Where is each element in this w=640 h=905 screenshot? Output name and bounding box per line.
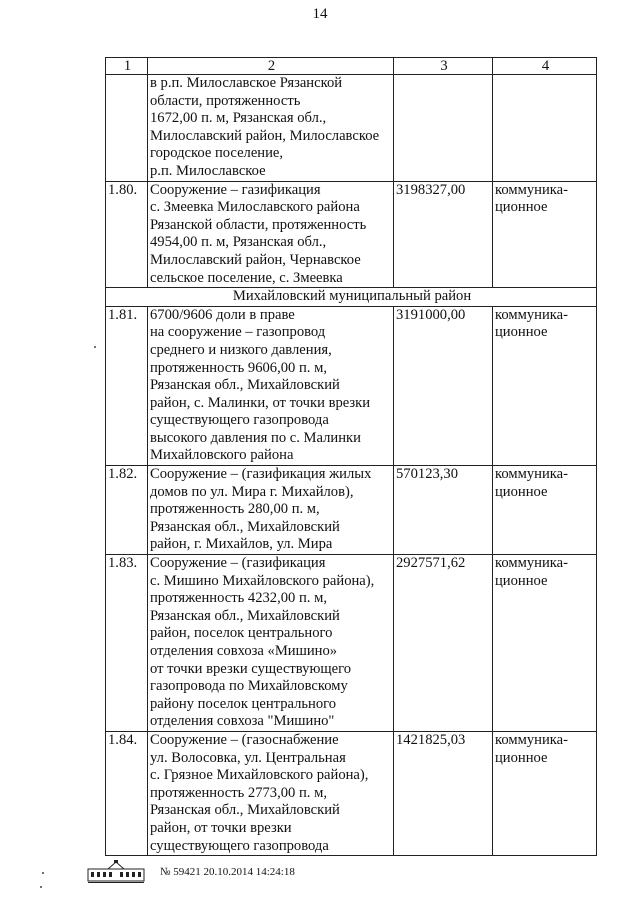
- item-description: 6700/9606 доли в праве на сооружение – газопровод среднего и низкого давления, протяженность 9606,00 п. м, Рязанская обл., Михайловский район, с. Малинки, от точки врезки существующего газопровода высокого давления по с. Малинки Михайловского района: [148, 306, 394, 465]
- item-value: 2927571,62: [394, 555, 493, 732]
- table-row: [106, 306, 597, 465]
- item-value: 3191000,00: [394, 306, 493, 465]
- table-row: [106, 555, 597, 732]
- table-row: [106, 75, 597, 182]
- item-kind: коммуника- ционное: [493, 731, 597, 855]
- document-footer: [86, 860, 295, 884]
- item-kind: коммуника- ционное: [493, 555, 597, 732]
- item-value: 570123,30: [394, 466, 493, 555]
- column-header-1: 1: [106, 58, 148, 75]
- item-description: Сооружение – (газификация с. Мишино Михайловского района), протяженность 4232,00 п. м, Рязанская обл., Михайловский район, поселок центрального отделения совхоза «Мишино» от точки врезки существующего газопровода по Михайловскому району поселок центрального отделения совхоза "Мишино": [148, 555, 394, 732]
- table-header-row: [106, 58, 597, 75]
- item-number: 1.82.: [106, 466, 148, 555]
- column-header-4: 4: [493, 58, 597, 75]
- item-value: 1421825,03: [394, 731, 493, 855]
- property-registry-table: [105, 57, 597, 856]
- building-logo-icon: [86, 860, 146, 884]
- item-description: Сооружение – (газификация жилых домов по ул. Мира г. Михайлов), протяженность 280,00 п. м, Рязанская обл., Михайловский район, г. Михайлов, ул. Мира: [148, 466, 394, 555]
- column-header-2: 2: [148, 58, 394, 75]
- item-number: 1.83.: [106, 555, 148, 732]
- item-kind: коммуника- ционное: [493, 181, 597, 288]
- table-row: [106, 466, 597, 555]
- registration-stamp: № 59421 20.10.2014 14:24:18: [160, 866, 295, 878]
- item-description: Сооружение – газификация с. Змеевка Милославского района Рязанской области, протяженность 4954,00 п. м, Рязанская обл., Милославский район, Чернавское сельское поселение, с. Змеевка: [148, 181, 394, 288]
- item-description: в р.п. Милославское Рязанской области, протяженность 1672,00 п. м, Рязанская обл., Милославский район, Милославское городское поселение, р.п. Милославское: [148, 75, 394, 182]
- section-title: Михайловский муниципальный район: [106, 288, 597, 307]
- column-header-3: 3: [394, 58, 493, 75]
- item-number: 1.84.: [106, 731, 148, 855]
- item-value: 3198327,00: [394, 181, 493, 288]
- item-number: 1.81.: [106, 306, 148, 465]
- scan-speck: [94, 346, 96, 348]
- item-number: [106, 75, 148, 182]
- item-kind: [493, 75, 597, 182]
- item-number: 1.80.: [106, 181, 148, 288]
- page-number: 14: [312, 6, 328, 22]
- table-row: [106, 181, 597, 288]
- item-description: Сооружение – (газоснабжение ул. Волосовка, ул. Центральная с. Грязное Михайловского района), протяженность 2773,00 п. м, Рязанская обл., Михайловский район, от точки врезки существующего газопровода: [148, 731, 394, 855]
- item-kind: коммуника- ционное: [493, 466, 597, 555]
- section-row: [106, 288, 597, 307]
- scan-speck: [42, 872, 44, 874]
- scan-speck: [40, 886, 42, 888]
- table-row: [106, 731, 597, 855]
- item-value: [394, 75, 493, 182]
- item-kind: коммуника- ционное: [493, 306, 597, 465]
